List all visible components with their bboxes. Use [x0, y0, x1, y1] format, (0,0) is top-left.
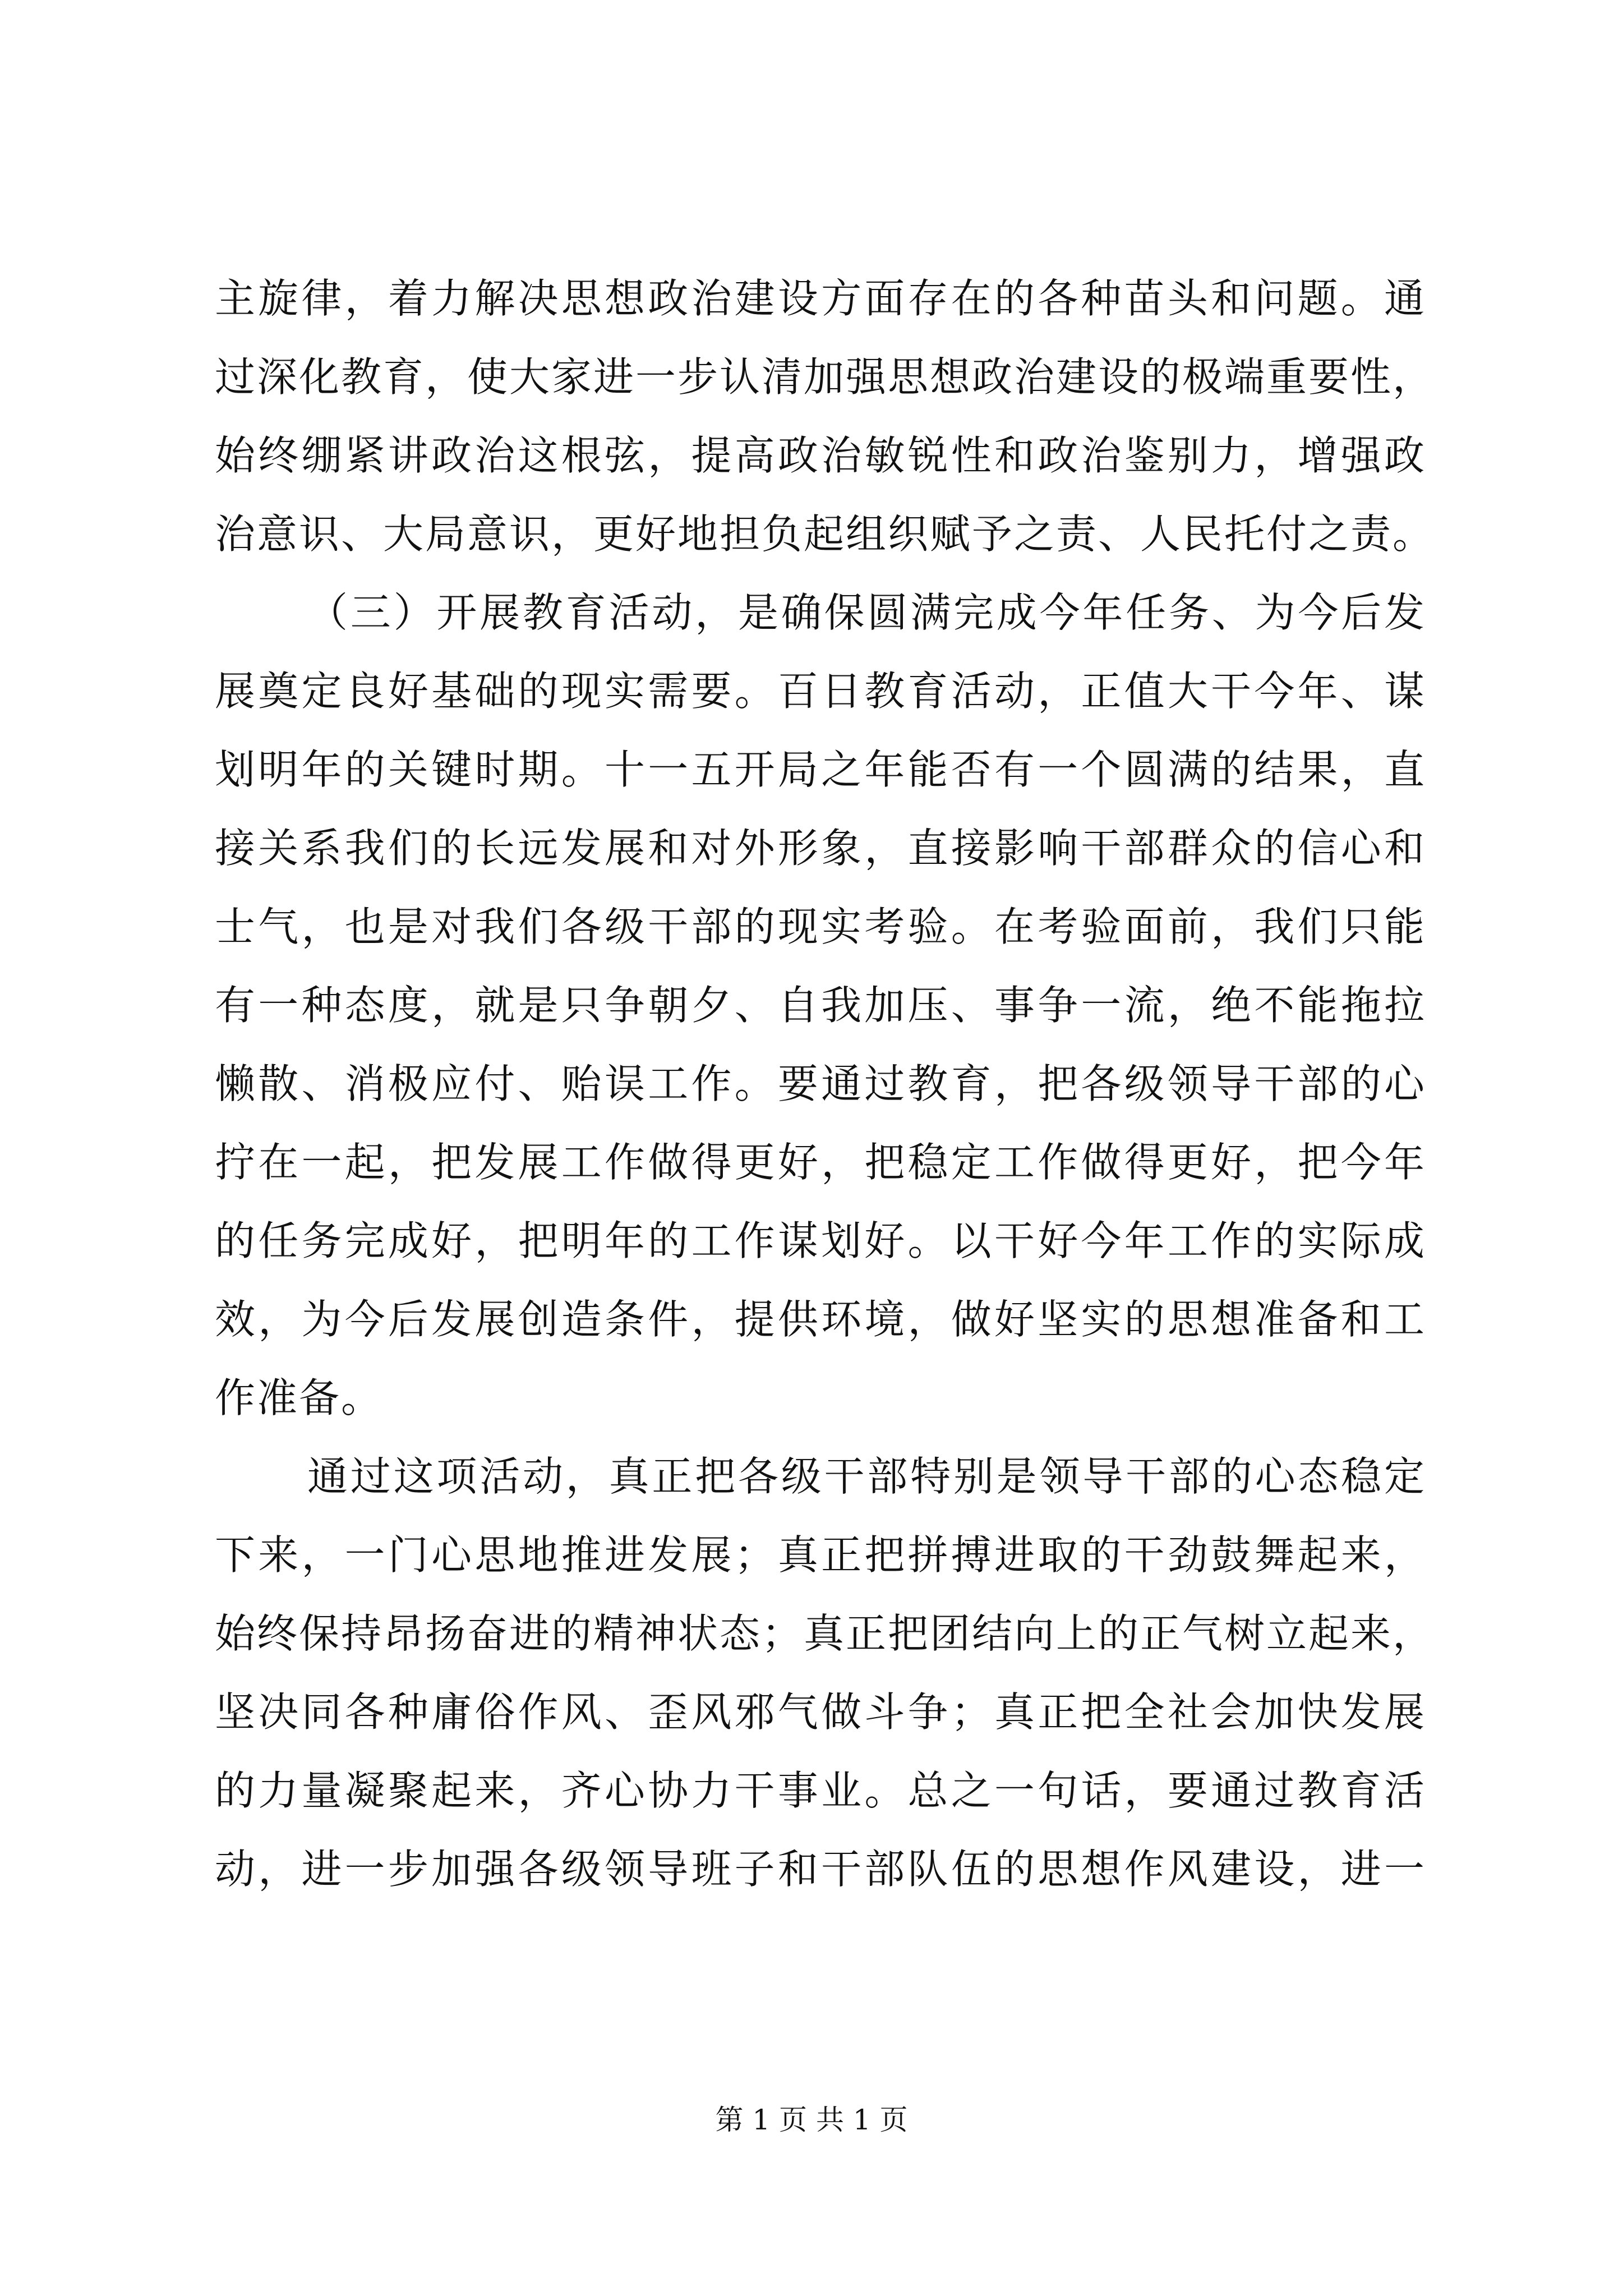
- text-line: 始终保持昂扬奋进的精神状态；真正把团结向上的正气树立起来，: [215, 1610, 1435, 1657]
- text-line: 划明年的关键时期。十一五开局之年能否有一个圆满的结果，直: [215, 746, 1426, 793]
- text-line: 的任务完成好，把明年的工作谋划好。以干好今年工作的实际成: [215, 1217, 1426, 1264]
- text-line: 效，为今后发展创造条件，提供环境，做好坚实的思想准备和工: [215, 1296, 1426, 1343]
- text-line: 主旋律，着力解决思想政治建设方面存在的各种苗头和问题。通: [215, 275, 1426, 322]
- text-line: 始终绷紧讲政治这根弦，提高政治敏锐性和政治鉴别力，增强政: [215, 432, 1426, 479]
- text-line: 接关系我们的长远发展和对外形象，直接影响干部群众的信心和: [215, 825, 1426, 872]
- text-line: 有一种态度，就是只争朝夕、自我加压、事争一流，绝不能拖拉: [215, 982, 1426, 1029]
- body-text: [215, 259, 1435, 1908]
- text-line: 拧在一起，把发展工作做得更好，把稳定工作做得更好，把今年: [215, 1139, 1426, 1186]
- page-number-footer: 第 1 页 共 1 页: [715, 2104, 908, 2136]
- text-line: 士气，也是对我们各级干部的现实考验。在考验面前，我们只能: [215, 903, 1426, 950]
- text-line: 动，进一步加强各级领导班子和干部队伍的思想作风建设，进一: [215, 1846, 1426, 1893]
- text-line: 下来，一门心思地推进发展；真正把拼搏进取的干劲鼓舞起来，: [215, 1531, 1426, 1579]
- paragraph-start-line: 通过这项活动，真正把各级干部特别是领导干部的心态稳定: [307, 1453, 1426, 1500]
- paragraph-end-line: 作准备。: [215, 1374, 384, 1421]
- paragraph-start-line: （三）开展教育活动，是确保圆满完成今年任务、为今后发: [307, 589, 1426, 636]
- text-line: 展奠定良好基础的现实需要。百日教育活动，正值大干今年、谋: [215, 668, 1426, 715]
- text-line: 治意识、大局意识，更好地担负起组织赋予之责、人民托付之责。: [215, 510, 1435, 558]
- text-line: 坚决同各种庸俗作风、歪风邪气做斗争；真正把全社会加快发展: [215, 1688, 1426, 1736]
- text-line: 的力量凝聚起来，齐心协力干事业。总之一句话，要通过教育活: [215, 1767, 1426, 1814]
- text-line: 过深化教育，使大家进一步认清加强思想政治建设的极端重要性，: [215, 353, 1435, 401]
- text-line: 懒散、消极应付、贻误工作。要通过教育，把各级领导干部的心: [215, 1060, 1426, 1107]
